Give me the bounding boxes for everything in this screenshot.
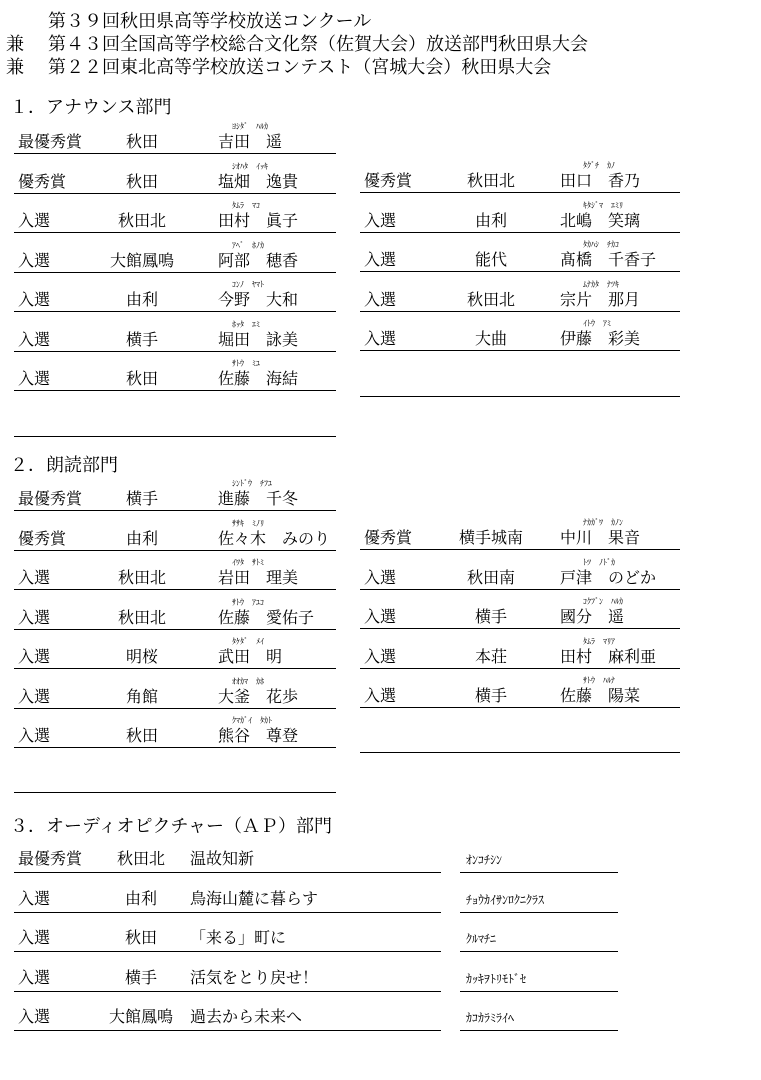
underline-rule (14, 792, 336, 793)
student-name: 塩畑 逸貴 (218, 171, 299, 191)
award-label: 入選 (18, 250, 51, 270)
award-label: 優秀賞 (364, 171, 413, 190)
underline-rule (14, 629, 336, 630)
work-title: 活気をとり戻せ！ (190, 967, 319, 987)
name-ruby: ｻﾄｳ ｱﾕｺ (232, 597, 264, 607)
student-name: 佐藤 陽菜 (560, 686, 641, 705)
underline-rule (14, 589, 336, 590)
name-ruby: ｺｸﾌﾞﾝ ﾊﾙｶ (583, 597, 623, 606)
work-title: 過去から未来へ (190, 1007, 303, 1026)
award-label: 最優秀賞 (18, 489, 83, 508)
underline-rule (360, 396, 680, 397)
underline-rule (360, 752, 680, 753)
award-label: 入選 (364, 646, 397, 666)
underline-rule (360, 628, 680, 629)
school-name: 横手城南 (458, 528, 523, 547)
underline-rule (14, 390, 336, 391)
award-label: 入選 (364, 686, 397, 705)
school-name: 秋田 (125, 726, 158, 745)
award-label: 優秀賞 (364, 528, 413, 547)
student-name: 北嶋 笑璃 (560, 210, 641, 230)
school-name: 秋田北 (466, 289, 515, 309)
name-ruby: ｺﾝﾉ ﾔﾏﾄ (232, 280, 264, 289)
award-label: 入選 (18, 726, 51, 745)
name-ruby: ｲﾜﾀ ｻﾄﾐ (232, 558, 264, 567)
name-ruby: ﾄﾂ ﾉﾄﾞｶ (583, 557, 615, 567)
title-line-3: 第２２回東北高等学校放送コンテスト（宮城大会）秋田県大会 (48, 57, 552, 78)
underline-rule (14, 436, 336, 437)
work-title: 「来る」町に (190, 928, 287, 947)
name-ruby: ﾀｸﾞﾁ ｶﾉ (583, 161, 615, 170)
work-title-kana: ｵﾝｺﾁｼﾝ (466, 853, 503, 867)
student-name: 大釜 花歩 (218, 686, 299, 706)
student-name: 田村 眞子 (218, 211, 299, 230)
school-name: 由利 (125, 528, 158, 548)
student-name: 田口 香乃 (560, 171, 641, 190)
name-ruby: ﾑﾅｶﾀ ﾅﾂｷ (583, 279, 619, 289)
underline-rule (360, 192, 680, 193)
underline-rule (360, 350, 680, 351)
work-title: 鳥海山麓に暮らす (190, 888, 319, 908)
ap-heading: ３．オーディオピクチャー（ＡＰ）部門 (10, 816, 333, 837)
work-title-kana: ｸﾙﾏﾁﾆ (466, 932, 497, 946)
name-ruby: ｻﾄｳ ﾊﾙﾅ (583, 676, 615, 685)
work-title-kana: ｶｺｶﾗﾐﾗｲﾍ (466, 1011, 515, 1025)
underline-rule (460, 991, 618, 992)
award-label: 入選 (18, 568, 51, 587)
work-title-kana: ｶｯｷｦﾄﾘﾓﾄﾞｾ (466, 971, 527, 986)
award-label: 入選 (18, 369, 51, 388)
student-name: 佐々木 みのり (218, 528, 331, 548)
student-name: 武田 明 (218, 647, 283, 666)
school-name: 横手 (124, 967, 157, 987)
reading-heading: ２．朗読部門 (10, 455, 118, 476)
award-label: 入選 (364, 567, 397, 587)
name-ruby: ｼﾝﾄﾞｳ ﾁﾌﾕ (232, 479, 272, 488)
award-label: 入選 (364, 289, 397, 309)
school-name: 横手 (125, 329, 158, 349)
award-label: 入選 (364, 329, 397, 348)
award-label: 入選 (18, 928, 51, 947)
school-name: 秋田北 (117, 568, 166, 587)
award-label: 優秀賞 (18, 171, 67, 191)
student-name: 國分 遥 (560, 607, 625, 626)
underline-rule (14, 153, 336, 154)
underline-rule (460, 1030, 618, 1031)
school-name: 横手 (125, 489, 158, 508)
award-label: 入選 (18, 888, 51, 908)
student-name: 髙橋 千香子 (560, 250, 657, 269)
school-name: 能代 (474, 250, 507, 269)
student-name: 中川 果音 (560, 528, 641, 547)
underline-rule (14, 272, 336, 273)
underline-rule (14, 510, 336, 511)
name-ruby: ｵｵｶﾏ ｶﾎ (232, 676, 264, 686)
name-ruby: ｷﾀｼﾞﾏ ｴﾐﾘ (583, 200, 623, 210)
name-ruby: ﾀｶﾊｼ ﾁｶｺ (583, 240, 619, 249)
award-label: 入選 (18, 647, 51, 666)
underline-rule (460, 872, 618, 873)
underline-rule (14, 708, 336, 709)
award-label: 入選 (364, 210, 397, 230)
school-name: 秋田 (124, 928, 157, 947)
award-label: 最優秀賞 (18, 132, 83, 151)
school-name: 本荘 (474, 646, 507, 666)
school-name: 秋田北 (466, 171, 515, 190)
award-label: 入選 (364, 607, 397, 626)
underline-rule (14, 1030, 441, 1031)
school-name: 横手 (474, 607, 507, 626)
award-label: 入選 (18, 329, 51, 349)
school-name: 秋田 (125, 132, 158, 151)
underline-rule (14, 193, 336, 194)
underline-rule (14, 951, 441, 952)
underline-rule (360, 311, 680, 312)
school-name: 大館鳳鳴 (110, 250, 175, 270)
underline-rule (360, 589, 680, 590)
school-name: 横手 (474, 686, 507, 705)
school-name: 明桜 (125, 647, 158, 666)
school-name: 由利 (125, 290, 158, 309)
student-name: 佐藤 海結 (218, 369, 299, 388)
underline-rule (14, 311, 336, 312)
student-name: 佐藤 愛佑子 (218, 607, 315, 627)
student-name: 熊谷 尊登 (218, 726, 299, 745)
name-ruby: ｲﾄｳ ｱﾐ (583, 319, 611, 328)
name-ruby: ﾀﾑﾗ ﾏﾘｱ (583, 636, 615, 646)
student-name: 岩田 理美 (218, 568, 299, 587)
name-ruby: ｱﾍﾞ ﾎﾉｶ (232, 240, 264, 250)
name-ruby: ﾎｯﾀ ｴﾐ (232, 319, 260, 329)
underline-rule (360, 232, 680, 233)
school-name: 角館 (125, 686, 158, 706)
underline-rule (14, 991, 441, 992)
student-name: 戸津 のどか (560, 567, 657, 587)
school-name: 大館鳳鳴 (108, 1007, 173, 1026)
award-label: 入選 (18, 686, 51, 706)
work-title: 温故知新 (190, 849, 255, 868)
student-name: 吉田 遥 (218, 132, 283, 151)
name-ruby: ﾀﾑﾗ ﾏｺ (232, 201, 260, 210)
underline-rule (460, 912, 618, 913)
title-line-2-prefix: 兼 (6, 34, 24, 55)
award-label: 優秀賞 (18, 528, 67, 548)
underline-rule (14, 747, 336, 748)
award-label: 入選 (18, 211, 51, 230)
award-label: 入選 (364, 250, 397, 269)
title-line-3-prefix: 兼 (6, 57, 24, 78)
school-name: 秋田 (125, 171, 158, 191)
work-title-kana: ﾁｮｳｶｲｻﾝﾛｸﾆｸﾗｽ (466, 892, 545, 907)
name-ruby: ｼｵﾊﾀ ｲｯｷ (232, 161, 268, 171)
award-label: 最優秀賞 (18, 849, 83, 868)
underline-rule (14, 912, 441, 913)
underline-rule (360, 707, 680, 708)
student-name: 進藤 千冬 (218, 489, 299, 508)
school-name: 由利 (474, 210, 507, 230)
name-ruby: ﾀｹﾀﾞ ﾒｲ (232, 637, 264, 646)
underline-rule (360, 549, 680, 550)
student-name: 阿部 穂香 (218, 250, 299, 270)
title-line-1: 第３９回秋田県高等学校放送コンクール (48, 11, 372, 32)
underline-rule (460, 951, 618, 952)
school-name: 由利 (124, 888, 157, 908)
underline-rule (14, 232, 336, 233)
student-name: 伊藤 彩美 (560, 329, 641, 348)
school-name: 秋田南 (466, 567, 515, 587)
student-name: 田村 麻利亜 (560, 646, 657, 666)
underline-rule (360, 271, 680, 272)
school-name: 秋田北 (117, 211, 166, 230)
student-name: 宗片 那月 (560, 289, 641, 309)
name-ruby: ｸﾏｶﾞｲ ﾀｶﾄ (232, 716, 272, 725)
underline-rule (14, 351, 336, 352)
award-label: 入選 (18, 1007, 51, 1026)
name-ruby: ﾖｼﾀﾞ ﾊﾙｶ (232, 122, 268, 131)
name-ruby: ｻﾄｳ ﾐﾕ (232, 359, 260, 368)
name-ruby: ﾅｶｶﾞﾜ ｶﾉﾝ (583, 518, 623, 527)
award-label: 入選 (18, 967, 51, 987)
underline-rule (14, 550, 336, 551)
announce-heading: １．アナウンス部門 (10, 97, 172, 118)
school-name: 大曲 (474, 329, 507, 348)
underline-rule (14, 872, 441, 873)
title-line-2: 第４３回全国高等学校総合文化祭（佐賀大会）放送部門秋田県大会 (48, 34, 588, 55)
award-label: 入選 (18, 290, 51, 309)
award-label: 入選 (18, 607, 51, 627)
name-ruby: ｻｻｷ ﾐﾉﾘ (232, 518, 264, 528)
underline-rule (14, 668, 336, 669)
school-name: 秋田 (125, 369, 158, 388)
underline-rule (360, 668, 680, 669)
school-name: 秋田北 (117, 607, 166, 627)
student-name: 今野 大和 (218, 290, 299, 309)
school-name: 秋田北 (116, 849, 165, 868)
student-name: 堀田 詠美 (218, 329, 299, 349)
